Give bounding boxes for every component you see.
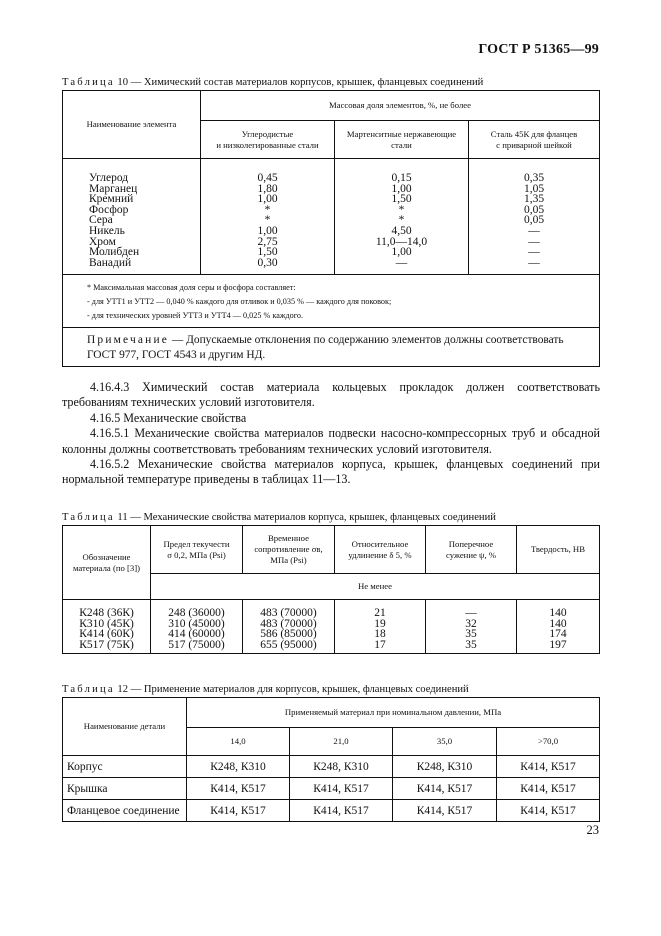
- part-name: Фланцевое соединение: [63, 800, 187, 822]
- material-cell: К414, К517: [497, 778, 600, 800]
- header-hardness: Твердость, НВ: [517, 526, 600, 574]
- steel-45k-value: 0,05: [523, 203, 545, 216]
- element-name: Молибден: [89, 246, 140, 259]
- tensile-value: 483 (70000): [260, 617, 317, 630]
- material-cell: К414, К517: [497, 800, 600, 822]
- elongation-value: 17: [374, 638, 386, 651]
- material-cell: К414, К517: [187, 778, 290, 800]
- martensitic-value: —: [395, 256, 408, 269]
- header-mass-fraction: Массовая доля элементов, %, не более: [201, 91, 600, 121]
- contraction-value: 32: [465, 617, 477, 630]
- note-label: Примечание: [87, 334, 170, 347]
- header-pressure: 14,0: [187, 728, 290, 756]
- table-row: [63, 800, 600, 822]
- paragraph-4-16-5: 4.16.5 Механические свойства: [90, 410, 247, 425]
- paragraph-4-16-5-2: 4.16.5.2 Механические свойства материалов корпуса, крышек, фланцевых соединений при нормальной температуре приведены в таблицах 11—13.: [62, 457, 600, 487]
- carbon-steel-value: 1,00: [257, 193, 278, 206]
- element-name: Сера: [89, 214, 113, 227]
- hardness-value: 197: [549, 638, 567, 651]
- yield-value: 414 (60000): [168, 628, 225, 641]
- material-cell: К248, К310: [393, 756, 497, 778]
- designation-value: К248 (36К): [79, 607, 134, 619]
- steel-45k-value: 1,35: [523, 193, 545, 206]
- carbon-steel-value: 0,30: [257, 256, 278, 269]
- body-text: [62, 380, 600, 488]
- carbon-steel-value: 1,00: [257, 224, 278, 237]
- martensitic-value: 1,00: [391, 182, 412, 195]
- header-elongation: Относительное удлинение δ 5, %: [335, 526, 426, 574]
- part-name: Крышка: [63, 778, 187, 800]
- header-yield-strength: Предел текучести σ 0,2, МПа (Psi): [151, 526, 243, 574]
- carbon-steel-value: *: [264, 203, 271, 216]
- designation-values: [63, 600, 151, 654]
- caption-label: Таблица: [62, 77, 115, 88]
- header-pressure: 35,0: [393, 728, 497, 756]
- header-steel-45k: Сталь 45К для фланцев с приварной шейкой: [469, 121, 600, 159]
- contraction-value: —: [465, 607, 477, 619]
- steel-45k-value: 1,05: [523, 182, 545, 195]
- footnote-line: * Максимальная массовая доля серы и фосфора составляет:: [87, 283, 296, 293]
- steel-45k-values: [469, 159, 600, 275]
- carbon-steel-value: 1,80: [257, 182, 278, 195]
- table-11-caption: [62, 511, 496, 524]
- standard-header: ГОСТ Р 51365—99: [478, 42, 599, 57]
- header-part-name: Наименование детали: [63, 698, 187, 756]
- yield-value: 310 (45000): [168, 617, 225, 630]
- hardness-value: 140: [549, 617, 567, 630]
- header-element: Наименование элемента: [63, 91, 201, 159]
- contraction-values: [426, 600, 517, 654]
- header-pressure: >70,0: [497, 728, 600, 756]
- header-tensile-strength: Временное сопротивление σв, МПа (Psi): [243, 526, 335, 574]
- caption-text: 11 — Механические свойства материалов корпуса, крышек, фланцевых соединений: [114, 512, 496, 523]
- martensitic-value: 4,50: [391, 224, 412, 237]
- tensile-value: 586 (85000): [260, 628, 317, 641]
- material-cell: К414, К517: [393, 778, 497, 800]
- steel-45k-value: 0,05: [523, 214, 545, 227]
- paragraph-4-16-4-3: 4.16.4.3 Химический состав материала кольцевых прокладок должен соответствовать требованиям технических условий изготовителя.: [62, 380, 600, 410]
- header-martensitic-steels: Мартенситные нержавеющие стали: [335, 121, 469, 159]
- table-10-caption: [62, 76, 483, 89]
- elongation-value: 19: [374, 617, 386, 630]
- element-name: Марганец: [89, 182, 138, 195]
- table-10-note: [63, 328, 600, 367]
- caption-label: Таблица: [62, 512, 115, 523]
- chemical-composition-table: [62, 90, 600, 367]
- element-name: Кремний: [89, 193, 134, 206]
- footnote-line: - для технических уровней УТТ3 и УТТ4 — 0,025 % каждого.: [87, 311, 304, 321]
- martensitic-value: *: [398, 203, 405, 216]
- element-name: Ванадий: [89, 256, 132, 269]
- hardness-value: 140: [549, 607, 567, 619]
- carbon-steel-value: 0,45: [257, 172, 278, 184]
- caption-label: Таблица: [62, 684, 115, 695]
- element-name: Углерод: [89, 172, 129, 184]
- header-pressure: 21,0: [290, 728, 393, 756]
- page-number: 23: [586, 823, 599, 837]
- note-text: — Допускаемые отклонения по содержанию элементов должны соответствовать ГОСТ 977, ГОСТ 4543 и другим НД.: [87, 334, 564, 362]
- martensitic-value: *: [398, 214, 405, 227]
- hardness-values: [517, 600, 600, 654]
- table-row: [63, 778, 600, 800]
- paragraph-4-16-5-1: 4.16.5.1 Механические свойства материалов подвески насосно-компрессорных труб и обсадной колонны должны соответствовать требованиям технических условий изготовителя.: [62, 426, 600, 456]
- caption-text: 12 — Применение материалов для корпусов, крышек, фланцевых соединений: [114, 684, 469, 695]
- contraction-value: 35: [465, 638, 477, 651]
- header-not-less: Не менее: [151, 574, 600, 600]
- tensile-value: 655 (95000): [260, 638, 317, 651]
- materials-application-table: [62, 697, 600, 822]
- steel-45k-value: —: [528, 246, 540, 259]
- header-contraction: Поперечное сужение ψ, %: [426, 526, 517, 574]
- elongation-value: 18: [374, 628, 386, 641]
- carbon-steel-values: [201, 159, 335, 275]
- martensitic-value: 1,50: [391, 193, 412, 206]
- martensitic-value: 1,00: [391, 246, 412, 259]
- hardness-value: 174: [549, 628, 567, 641]
- martensitic-steel-values: [335, 159, 469, 275]
- yield-value: 517 (75000): [168, 638, 225, 651]
- steel-45k-value: —: [528, 256, 540, 269]
- yield-values: [151, 600, 243, 654]
- designation-value: К517 (75К): [79, 638, 134, 651]
- element-name: Никель: [89, 224, 125, 237]
- martensitic-value: 0,15: [391, 172, 412, 184]
- martensitic-value: 11,0—14,0: [375, 235, 428, 248]
- designation-value: К414 (60К): [79, 628, 134, 641]
- table-11-values-row: [63, 600, 600, 654]
- material-cell: К414, К517: [393, 800, 497, 822]
- material-cell: К414, К517: [290, 800, 393, 822]
- material-cell: К414, К517: [290, 778, 393, 800]
- elongation-values: [335, 600, 426, 654]
- material-cell: К248, К310: [187, 756, 290, 778]
- caption-text: 10 — Химический состав материалов корпусов, крышек, фланцевых соединений: [114, 77, 484, 88]
- element-name: Хром: [89, 235, 116, 248]
- table-row: [63, 756, 600, 778]
- footnote-line: - для УТТ1 и УТТ2 — 0,040 % каждого для отливок и 0,035 % — каждого для поковок;: [87, 297, 392, 307]
- element-names: [63, 159, 201, 275]
- table-10-footnote: [63, 275, 600, 328]
- steel-45k-value: —: [528, 224, 540, 237]
- steel-45k-value: —: [528, 235, 540, 248]
- designation-value: К310 (45К): [79, 617, 134, 630]
- material-cell: К414, К517: [497, 756, 600, 778]
- yield-value: 248 (36000): [168, 607, 225, 619]
- table-10-values-row: [63, 159, 600, 275]
- carbon-steel-value: 2,75: [257, 235, 278, 248]
- tensile-values: [243, 600, 335, 654]
- table-12-caption: [62, 683, 469, 696]
- elongation-value: 21: [374, 607, 386, 619]
- carbon-steel-value: 1,50: [257, 246, 278, 259]
- header-designation: Обозначение материала (по [3]): [63, 526, 151, 600]
- contraction-value: 35: [465, 628, 477, 641]
- carbon-steel-value: *: [264, 214, 271, 227]
- part-name: Корпус: [63, 756, 187, 778]
- mechanical-properties-table: [62, 525, 600, 654]
- header-carbon-steels: Углеродистые и низколегированные стали: [201, 121, 335, 159]
- element-name: Фосфор: [89, 203, 129, 216]
- material-cell: К414, К517: [187, 800, 290, 822]
- header-applied-material: Применяемый материал при номинальном давлении, МПа: [187, 698, 600, 728]
- tensile-value: 483 (70000): [260, 607, 317, 619]
- steel-45k-value: 0,35: [523, 172, 545, 184]
- material-cell: К248, К310: [290, 756, 393, 778]
